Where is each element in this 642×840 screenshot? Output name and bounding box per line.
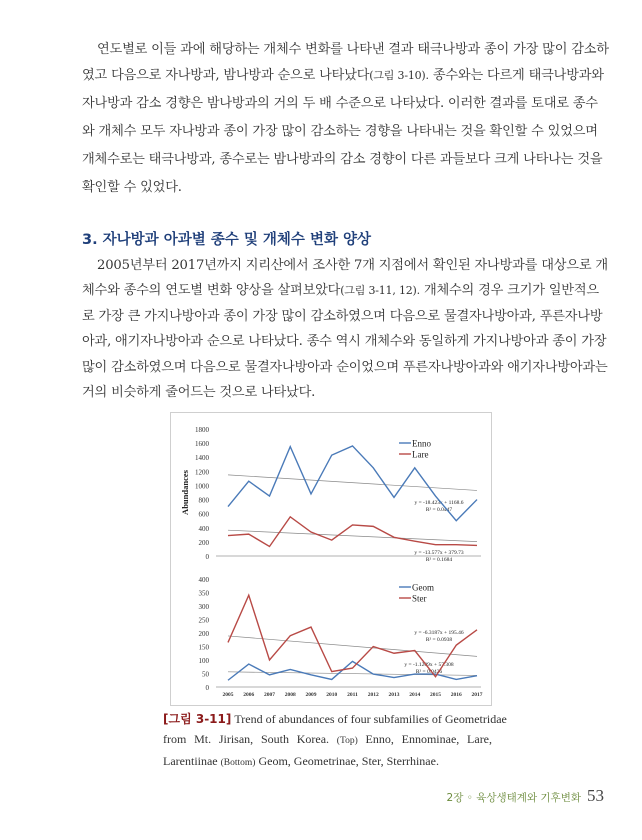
figure-reference: (그림 3-10). bbox=[369, 69, 429, 82]
y-tick-label: 200 bbox=[198, 630, 209, 638]
caption-text: Geom, Geometrinae, Ster, Sterrhinae. bbox=[258, 754, 439, 768]
text-line: 연도별로 이들 과에 해당하는 개체수 변화를 나타낸 결과 태극나방과 종이 가장 많이 감소하 bbox=[97, 42, 609, 57]
y-tick-label: 600 bbox=[198, 510, 209, 519]
x-tick-label: 2012 bbox=[367, 692, 379, 698]
y-tick-label: 1600 bbox=[195, 440, 209, 449]
y-tick-label: 100 bbox=[198, 657, 209, 665]
legend-label-ster: Ster bbox=[412, 593, 427, 604]
page-footer bbox=[447, 786, 604, 806]
y-tick-label: 50 bbox=[202, 670, 209, 679]
trendline-r2: R² = 0.0938 bbox=[425, 637, 453, 643]
x-tick-label: 2005 bbox=[222, 692, 234, 698]
y-tick-label: 1000 bbox=[195, 482, 209, 491]
page-number: 53 bbox=[587, 786, 604, 805]
figure-chart bbox=[170, 412, 492, 706]
text-line: 거의 비슷하게 줄어드는 것으로 나타났다. bbox=[82, 385, 316, 400]
y-tick-label: 150 bbox=[198, 643, 209, 652]
caption-text: (Top) bbox=[336, 736, 358, 746]
x-tick-label: 2007 bbox=[264, 692, 275, 698]
y-tick-label: 300 bbox=[198, 603, 209, 611]
text-line bbox=[82, 279, 599, 298]
trendline-r2: R² = 0.0426 bbox=[415, 669, 443, 675]
x-tick-label: 2016 bbox=[450, 692, 462, 698]
caption-label: [그림 3-11] bbox=[163, 712, 232, 726]
y-tick-label: 250 bbox=[198, 616, 209, 625]
y-tick-label: 1400 bbox=[195, 454, 209, 463]
legend-label-enno: Enno bbox=[412, 438, 431, 449]
y-tick-label: 200 bbox=[198, 538, 209, 547]
text-line: 개체수로는 태극나방과, 종수로는 밤나방과의 감소 경향이 다른 과들보다 크게 나타나는 것을 bbox=[82, 152, 603, 167]
caption-line bbox=[163, 710, 507, 727]
x-tick-label: 2011 bbox=[347, 692, 358, 698]
caption-text: Enno, Ennominae, Lare, bbox=[365, 732, 493, 746]
trendline-enno bbox=[228, 475, 477, 491]
y-tick-label: 1200 bbox=[195, 468, 209, 477]
x-tick-label: 2010 bbox=[326, 692, 338, 698]
text: 였고 다음으로 자나방과, 밤나방과 순으로 나타났다 bbox=[82, 68, 370, 83]
text: 개체수의 경우 크기가 일반적으 bbox=[423, 283, 599, 298]
y-tick-label: 350 bbox=[198, 589, 209, 598]
y-tick-label: 400 bbox=[198, 524, 209, 533]
text-line: 로 가장 큰 가지나방아과 종이 가장 많이 감소하였으며 다음으로 물결자나방아과, 푸른자나방 bbox=[82, 309, 603, 324]
x-tick-label: 2013 bbox=[388, 692, 400, 698]
text-line bbox=[82, 64, 604, 83]
legend-label-geom: Geom bbox=[412, 582, 434, 593]
y-tick-label: 1800 bbox=[195, 426, 209, 434]
text: 체수와 종수의 연도별 변화 양상을 살펴보았다 bbox=[82, 283, 341, 298]
chart-svg bbox=[171, 413, 491, 705]
caption-line bbox=[163, 732, 492, 747]
trendline-equation: y = -1.1209x + 57.308 bbox=[404, 662, 454, 668]
y-tick-label: 0 bbox=[205, 553, 209, 561]
y-tick-label: 0 bbox=[205, 684, 209, 692]
x-tick-label: 2009 bbox=[305, 692, 317, 698]
x-tick-label: 2006 bbox=[243, 692, 255, 698]
x-tick-label: 2017 bbox=[471, 692, 483, 698]
x-tick-label: 2008 bbox=[284, 692, 296, 698]
text-line: 자나방과 감소 경향은 밤나방과의 거의 두 배 수준으로 나타났다. 이러한 결과를 토대로 종수 bbox=[82, 96, 598, 111]
chapter-title: 2장 ◦ 육상생태계와 기후변화 bbox=[446, 792, 581, 804]
caption-text: (Bottom) bbox=[220, 758, 256, 768]
text: 종수와는 다르게 태극나방과와 bbox=[432, 68, 604, 83]
text-line: 아과, 애기자나방아과 순으로 나타났다. 종수 역시 개체수와 동일하게 가지나방아과 종이 가장 bbox=[82, 334, 607, 349]
text-line: 와 개체수 모두 자나방과 종이 가장 많이 감소하는 경향을 나타내는 것을 확인할 수 있었으며 bbox=[82, 124, 598, 139]
caption-text: Trend of abundances of four subfamilies of Geometridae bbox=[234, 712, 507, 726]
caption-line bbox=[163, 754, 492, 769]
text-line: 2005년부터 2017년까지 지리산에서 조사한 7개 지점에서 확인된 자나방과를 대상으로 개 bbox=[97, 258, 608, 273]
text-line: 확인할 수 있었다. bbox=[82, 180, 182, 195]
trendline-lare bbox=[228, 530, 477, 541]
legend-label-lare: Lare bbox=[412, 449, 429, 460]
section-heading: 3. 자나방과 아과별 종수 및 개체수 변화 양상 bbox=[82, 232, 372, 248]
caption-text: Larentiinae bbox=[163, 754, 218, 768]
figure-reference: (그림 3-11, 12). bbox=[340, 284, 420, 297]
text-line: 많이 감소하였으며 다음으로 물결자나방아과 순이었으며 푸른자나방아과와 애기자나방아과는 bbox=[82, 360, 608, 375]
y-tick-label: 400 bbox=[198, 576, 209, 584]
caption-text: from Mt. Jirisan, South Korea. bbox=[163, 732, 330, 746]
trendline-equation: y = -18.423x + 1168.6 bbox=[414, 500, 464, 506]
trendline-equation: y = -6.3187x + 195.46 bbox=[414, 630, 464, 636]
trendline-r2: R² = 0.0447 bbox=[425, 507, 453, 513]
trendline-r2: R² = 0.1684 bbox=[425, 557, 453, 563]
x-tick-label: 2015 bbox=[430, 692, 441, 698]
x-tick-label: 2014 bbox=[409, 692, 421, 698]
trendline-equation: y = -13.577x + 379.73 bbox=[414, 550, 464, 556]
y-tick-label: 800 bbox=[198, 496, 209, 505]
y-axis-label: Abundances bbox=[180, 470, 190, 515]
